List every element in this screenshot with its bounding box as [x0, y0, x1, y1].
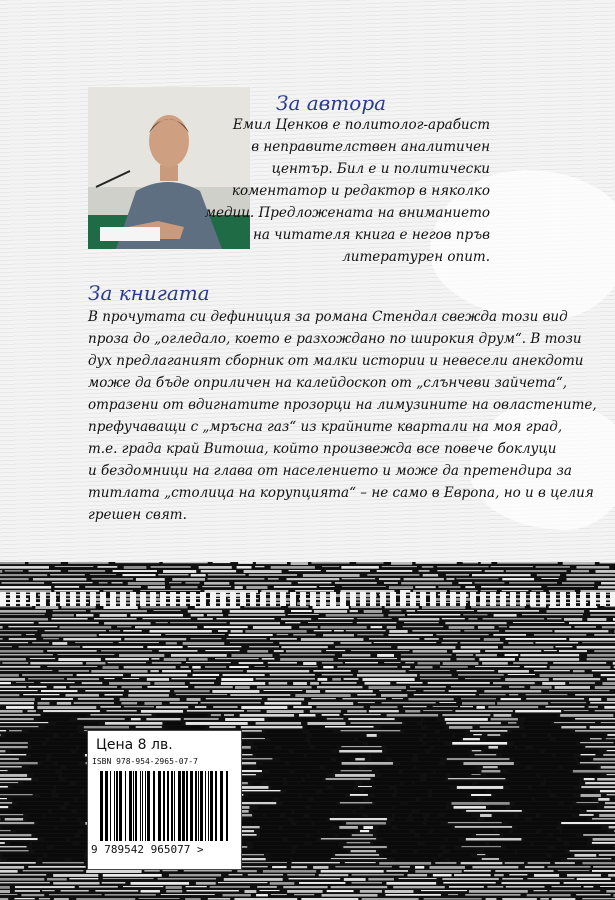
isbn-label: ISBN 978-954-2965-07-7 [92, 757, 198, 766]
about-book-text [88, 306, 597, 526]
price-box [87, 730, 242, 870]
text-line: отразени от вдигнатите прозорци на лимузините на овластените, [88, 397, 597, 413]
text-line: префучаващи с „мръсна газ“ из крайните квартали на моя град, [88, 419, 563, 435]
about-author-text [205, 114, 490, 268]
text-line: коментатор и редактор в няколко [231, 183, 490, 199]
barcode-number: 9 789542 965077 > [91, 843, 204, 856]
text-line: център. Бил е и политически [271, 161, 490, 177]
text-line: може да бъде оприличен на калейдоскоп от „слънчеви зайчета“, [88, 375, 568, 391]
text-line: в неправителствен аналитичен [251, 139, 490, 155]
about-author-heading: За автора [276, 91, 387, 115]
text-line: В прочутата си дефиниция за романа Стендал свежда този вид [88, 309, 568, 325]
text-line: дух предлаганият сборник от малки истории и невесели анекдоти [88, 353, 584, 369]
text-line: и бездомници на глава от населението и може да претендира за [88, 463, 572, 479]
barcode [98, 771, 232, 841]
text-line: проза до „огледало, което е разхождано по широкия друм“. В този [88, 331, 582, 347]
price-label: Цена 8 лв. [96, 737, 173, 753]
text-line: медии. Предложената на вниманието [204, 205, 490, 221]
text-line: грешен свят. [88, 507, 187, 523]
text-line: на читателя книга е негов пръв [252, 227, 490, 243]
text-line: Емил Ценков е политолог-арабист [232, 117, 490, 133]
text-line: т.е. града край Витоша, който произвежда все повече боклуци [88, 441, 557, 457]
text-line: титлата „столица на корупцията“ – не само в Европа, но и в целия [88, 485, 594, 501]
text-line: литературен опит. [342, 249, 490, 265]
about-book-heading: За книгата [88, 281, 210, 305]
